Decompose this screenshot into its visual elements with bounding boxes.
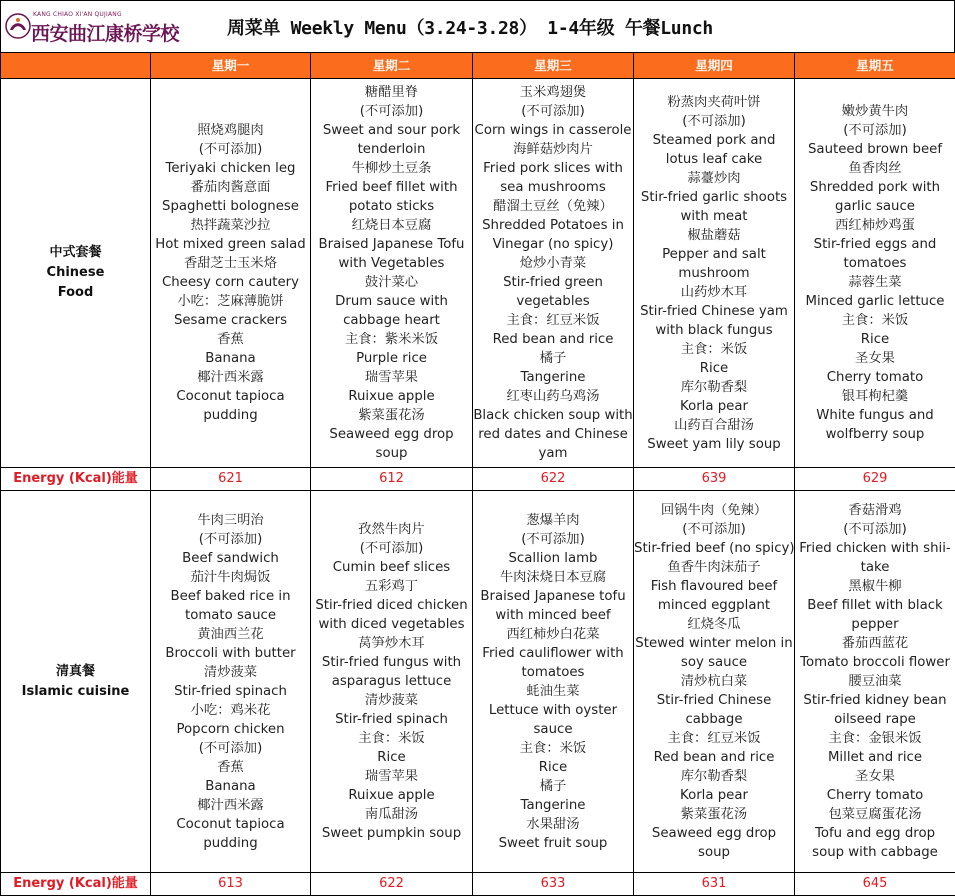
menu-row-chinese bbox=[1, 79, 955, 468]
menu-item-line: 红烧冬瓜 bbox=[687, 617, 741, 632]
menu-item-line: 西红柿炒白花菜 bbox=[506, 626, 600, 642]
menu-item-line: 主食：红豆米饭 bbox=[506, 313, 600, 328]
menu-item-line: Corn wings in casserole bbox=[474, 123, 632, 138]
menu-item-line: Fish flavoured beef bbox=[650, 579, 778, 594]
menu-item-line: Steamed pork and bbox=[652, 132, 776, 148]
menu-item-line: soup bbox=[375, 446, 408, 461]
menu-item-line: 牛肉三明治 bbox=[197, 512, 264, 528]
menu-item-line: Fried chicken with shii- bbox=[799, 541, 951, 556]
menu-item-line: Stewed winter melon in bbox=[635, 636, 793, 651]
menu-item-line: Ruixue apple bbox=[348, 389, 435, 404]
menu-item-line: Stir-fried fungus with bbox=[321, 655, 462, 670]
energy-value: 629 bbox=[795, 468, 955, 491]
menu-item-line: Millet and rice bbox=[827, 750, 923, 765]
energy-value: 612 bbox=[311, 468, 473, 491]
menu-header bbox=[0, 0, 955, 52]
menu-item-line: Cherry tomato bbox=[826, 788, 924, 803]
menu-item-line: (不可添加) bbox=[843, 522, 907, 537]
menu-item-line: Tofu and egg drop bbox=[814, 826, 936, 841]
menu-item-line: 炝炒小青菜 bbox=[519, 256, 587, 271]
menu-item-line: 热拌蔬菜沙拉 bbox=[190, 218, 271, 233]
menu-item-line: Popcorn chicken bbox=[176, 721, 285, 737]
energy-value: 631 bbox=[634, 873, 795, 896]
menu-item-line: 糖醋里脊 bbox=[364, 85, 419, 100]
menu-item-line: Fried beef fillet with bbox=[325, 180, 458, 195]
menu-item-line: potato sticks bbox=[348, 199, 435, 214]
menu-item-line: Stir-fried diced chicken bbox=[315, 598, 468, 613]
menu-item-line: Seaweed egg drop bbox=[329, 427, 454, 442]
menu-item-line: Shredded Potatoes in bbox=[482, 218, 624, 233]
menu-item-line: Rice bbox=[538, 759, 568, 775]
menu-item-line: Banana bbox=[205, 351, 256, 366]
energy-label: Energy (Kcal)能量 bbox=[1, 468, 151, 491]
menu-item-line: 小吃：鸡米花 bbox=[190, 702, 271, 718]
menu-item-line: sauce bbox=[533, 721, 573, 737]
menu-item-line: 主食：金银米饭 bbox=[828, 731, 922, 746]
menu-item-line: (不可添加) bbox=[843, 123, 907, 138]
menu-item-line: 西红柿炒鸡蛋 bbox=[835, 218, 915, 233]
energy-row bbox=[1, 873, 955, 896]
day-header-row bbox=[1, 53, 955, 79]
menu-item-line: garlic sauce bbox=[835, 199, 915, 214]
menu-item-line: 香甜芝士玉米烙 bbox=[183, 256, 278, 271]
menu-item-line: Sweet yam lily soup bbox=[647, 436, 781, 452]
menu-item-line: (不可添加) bbox=[198, 740, 263, 756]
menu-item-line: Red bean and rice bbox=[492, 332, 614, 347]
menu-item-line: 瑞雪苹果 bbox=[364, 370, 419, 385]
menu-item-line: 银耳枸杞羹 bbox=[841, 389, 909, 404]
menu-item-line: 嫩炒黄牛肉 bbox=[841, 104, 909, 119]
menu-item-line: with diced vegetables bbox=[318, 617, 465, 632]
menu-title: 周菜单 Weekly Menu（3.24-3.28） 1-4年级 午餐Lunch bbox=[227, 18, 713, 39]
menu-item-line: with minced beef bbox=[495, 607, 611, 623]
menu-item-line: 主食：紫米米饭 bbox=[344, 332, 439, 347]
menu-item-line: soup with cabbage bbox=[812, 845, 938, 860]
menu-item-line: tomatoes bbox=[843, 256, 907, 271]
menu-item-line: Coconut tapioca bbox=[176, 389, 285, 404]
menu-item-line: Stir-fried eggs and bbox=[813, 237, 937, 252]
energy-row bbox=[1, 468, 955, 491]
menu-item-line: 牛柳炒土豆条 bbox=[351, 161, 432, 176]
menu-item-line: vegetables bbox=[516, 294, 590, 309]
menu-item-line: oilseed rape bbox=[834, 712, 916, 727]
menu-item-line: 椰汁西米露 bbox=[197, 370, 264, 385]
menu-item-line: 椒盐蘑菇 bbox=[687, 227, 741, 243]
category-name-cn: 清真餐 bbox=[55, 663, 95, 679]
menu-item-line: 清炒菠菜 bbox=[364, 693, 419, 708]
menu-item-line: Fried cauliflower with bbox=[482, 645, 624, 661]
menu-item-line: 紫菜蛋花汤 bbox=[358, 408, 425, 423]
menu-item-line: 蚝油生菜 bbox=[526, 683, 580, 699]
menu-item-line: Black chicken soup with bbox=[473, 408, 633, 423]
menu-item-line: Seaweed egg drop bbox=[651, 826, 777, 841]
menu-item-line: 主食：米饭 bbox=[358, 731, 425, 746]
menu-item-line: Scallion lamb bbox=[508, 550, 598, 566]
energy-label: Energy (Kcal)能量 bbox=[1, 873, 151, 896]
school-name-en: KANG CHIAO XI'AN QUJIANG bbox=[33, 11, 122, 18]
category-name-en: Food bbox=[57, 285, 94, 300]
menu-item-line: 鱼香肉丝 bbox=[848, 161, 902, 176]
menu-item-line: Minced garlic lettuce bbox=[805, 294, 945, 309]
menu-item-line: 香蕉 bbox=[217, 759, 244, 775]
menu-item-line: Rice bbox=[860, 332, 890, 347]
menu-item-line: Coconut tapioca bbox=[176, 816, 285, 832]
menu-cell bbox=[311, 491, 473, 873]
menu-cell bbox=[151, 79, 311, 468]
energy-value: 622 bbox=[473, 468, 634, 491]
energy-value: 613 bbox=[151, 873, 311, 896]
menu-item-line: Sweet and sour pork bbox=[322, 123, 461, 138]
menu-item-line: 圣女果 bbox=[855, 769, 895, 784]
menu-item-line: Sauteed brown beef bbox=[807, 142, 943, 157]
menu-item-line: pudding bbox=[203, 408, 258, 423]
menu-item-line: Rice bbox=[377, 750, 406, 765]
menu-item-line: 红烧日本豆腐 bbox=[351, 218, 432, 233]
menu-item-line: 蒜蓉生菜 bbox=[848, 275, 902, 290]
menu-item-line: Stir-fried Chinese yam bbox=[640, 303, 788, 319]
menu-item-line: 水果甜汤 bbox=[526, 816, 580, 832]
menu-cell bbox=[634, 491, 795, 873]
header-corner bbox=[1, 53, 151, 79]
menu-item-line: tenderloin bbox=[357, 142, 426, 157]
menu-item-line: 清炒菠菜 bbox=[203, 664, 258, 680]
menu-item-line: (不可添加) bbox=[682, 113, 746, 129]
day-header: 星期二 bbox=[311, 53, 473, 79]
menu-item-line: 清炒杭白菜 bbox=[680, 674, 748, 689]
menu-item-line: Banana bbox=[205, 778, 256, 794]
menu-item-line: minced eggplant bbox=[657, 598, 771, 613]
menu-item-line: cabbage heart bbox=[343, 313, 440, 328]
menu-item-line: asparagus lettuce bbox=[331, 674, 452, 689]
menu-cell bbox=[311, 79, 473, 468]
menu-item-line: with black fungus bbox=[655, 322, 773, 338]
category-name-en: Islamic cuisine bbox=[21, 683, 130, 699]
menu-item-line: Lettuce with oyster bbox=[488, 702, 618, 718]
menu-item-line: 粉蒸肉夹荷叶饼 bbox=[667, 94, 761, 110]
menu-item-line: 小吃：芝麻薄脆饼 bbox=[177, 294, 284, 309]
menu-item-line: Stir-fried beef (no spicy) bbox=[634, 541, 795, 556]
menu-item-line: 黄油西兰花 bbox=[197, 626, 264, 642]
menu-item-line: 山药炒木耳 bbox=[680, 284, 748, 300]
menu-cell bbox=[473, 491, 634, 873]
menu-item-line: Vinegar (no spicy) bbox=[492, 237, 614, 252]
menu-item-line: Beef fillet with black bbox=[807, 598, 943, 613]
menu-cell bbox=[634, 79, 795, 468]
energy-value: 621 bbox=[151, 468, 311, 491]
category-name-cn: 中式套餐 bbox=[49, 245, 102, 260]
menu-item-line: Broccoli with butter bbox=[165, 645, 296, 661]
menu-item-line: (不可添加) bbox=[521, 531, 585, 547]
menu-item-line: Sweet pumpkin soup bbox=[321, 826, 462, 841]
energy-value: 633 bbox=[473, 873, 634, 896]
menu-item-line: 南瓜甜汤 bbox=[364, 807, 419, 822]
menu-item-line: 山药百合甜汤 bbox=[674, 417, 754, 433]
menu-item-line: 瑞雪苹果 bbox=[364, 769, 419, 784]
menu-item-line: Cherry tomato bbox=[826, 370, 924, 385]
menu-item-line: Cheesy corn cautery bbox=[161, 275, 300, 290]
menu-item-line: 番茄肉酱意面 bbox=[190, 180, 271, 195]
menu-item-line: (不可添加) bbox=[198, 142, 263, 157]
menu-item-line: Cumin beef slices bbox=[332, 560, 451, 575]
menu-item-line: cabbage bbox=[685, 712, 743, 727]
menu-item-line: Korla pear bbox=[680, 788, 748, 803]
menu-item-line: Stir-fried spinach bbox=[335, 712, 448, 727]
menu-item-line: Purple rice bbox=[356, 351, 427, 366]
menu-item-line: with meat bbox=[680, 208, 748, 224]
menu-item-line: 库尔勒香梨 bbox=[680, 769, 748, 784]
menu-item-line: (不可添加) bbox=[521, 104, 585, 119]
menu-item-line: tomatoes bbox=[521, 664, 585, 680]
menu-cell bbox=[473, 79, 634, 468]
menu-item-line: Sweet fruit soup bbox=[498, 835, 608, 851]
menu-item-line: take bbox=[860, 560, 890, 575]
menu-item-line: Teriyaki chicken leg bbox=[165, 161, 296, 176]
menu-item-line: Stir-fried Chinese bbox=[656, 693, 772, 708]
menu-item-line: 主食：米饭 bbox=[519, 740, 587, 756]
menu-item-line: 蒜薹炒肉 bbox=[687, 170, 741, 186]
menu-item-line: 库尔勒香梨 bbox=[680, 379, 748, 395]
menu-item-line: White fungus and bbox=[816, 408, 934, 423]
menu-item-line: wolfberry soup bbox=[825, 427, 925, 442]
menu-item-line: 鱼香牛肉沫茄子 bbox=[667, 560, 761, 575]
menu-item-line: 香蕉 bbox=[217, 332, 244, 347]
menu-item-line: Beef baked rice in bbox=[170, 588, 291, 604]
menu-item-line: (不可添加) bbox=[359, 104, 424, 119]
menu-item-line: 照烧鸡腿肉 bbox=[197, 123, 264, 138]
menu-item-line: (不可添加) bbox=[198, 531, 263, 547]
menu-item-line: 醋溜土豆丝（免辣） bbox=[493, 199, 613, 214]
menu-item-line: Fried pork slices with bbox=[483, 161, 623, 176]
menu-item-line: red dates and Chinese bbox=[478, 427, 628, 442]
day-header: 星期一 bbox=[151, 53, 311, 79]
menu-item-line: 包菜豆腐蛋花汤 bbox=[828, 807, 922, 822]
menu-item-line: Stir-fried garlic shoots bbox=[640, 189, 788, 205]
day-header: 星期三 bbox=[473, 53, 634, 79]
menu-item-line: 玉米鸡翅煲 bbox=[519, 85, 587, 100]
menu-item-line: (不可添加) bbox=[682, 522, 746, 537]
menu-item-line: Tangerine bbox=[520, 797, 586, 813]
menu-item-line: Beef sandwich bbox=[182, 550, 279, 566]
menu-item-line: pepper bbox=[851, 617, 899, 632]
menu-item-line: 红枣山药乌鸡汤 bbox=[506, 389, 600, 404]
menu-item-line: Stir-fried spinach bbox=[174, 683, 287, 699]
energy-value: 639 bbox=[634, 468, 795, 491]
menu-item-line: 牛肉沫烧日本豆腐 bbox=[499, 569, 607, 585]
menu-item-line: 主食：米饭 bbox=[841, 313, 909, 328]
menu-item-line: Korla pear bbox=[680, 398, 748, 414]
menu-item-line: 五彩鸡丁 bbox=[364, 579, 419, 594]
school-name: 西安曲江康桥学校 bbox=[31, 23, 180, 45]
menu-item-line: lotus leaf cake bbox=[665, 151, 763, 167]
day-header: 星期五 bbox=[795, 53, 955, 79]
menu-table bbox=[0, 52, 955, 896]
school-logo bbox=[5, 7, 195, 47]
menu-item-line: 鼓汁菜心 bbox=[364, 275, 419, 290]
menu-item-line: Pepper and salt bbox=[662, 246, 766, 262]
school-emblem-icon bbox=[5, 13, 31, 39]
menu-item-line: Tangerine bbox=[520, 370, 586, 385]
menu-item-line: 橘子 bbox=[539, 351, 567, 366]
menu-item-line: Shredded pork with bbox=[809, 180, 941, 195]
menu-item-line: yam bbox=[538, 446, 568, 461]
menu-item-line: 黑椒牛柳 bbox=[848, 579, 902, 594]
category-label bbox=[1, 79, 151, 468]
menu-item-line: soy sauce bbox=[680, 655, 748, 670]
menu-item-line: 香菇滑鸡 bbox=[848, 503, 902, 518]
menu-item-line: soup bbox=[698, 845, 730, 860]
menu-item-line: Stir-fried green bbox=[503, 275, 603, 290]
menu-item-line: Braised Japanese tofu bbox=[480, 588, 626, 604]
menu-item-line: Ruixue apple bbox=[348, 788, 435, 803]
menu-item-line: 腰豆油菜 bbox=[848, 674, 902, 689]
menu-item-line: 圣女果 bbox=[855, 351, 895, 366]
menu-item-line: tomato sauce bbox=[184, 607, 277, 623]
menu-item-line: 番茄西蓝花 bbox=[841, 636, 909, 651]
menu-item-line: 茄汁牛肉焗饭 bbox=[190, 569, 271, 585]
category-label bbox=[1, 491, 151, 873]
menu-item-line: Rice bbox=[699, 360, 729, 376]
menu-item-line: pudding bbox=[203, 835, 258, 851]
menu-row-islamic bbox=[1, 491, 955, 873]
menu-cell bbox=[795, 79, 955, 468]
day-header: 星期四 bbox=[634, 53, 795, 79]
category-name-en: Chinese bbox=[46, 265, 105, 280]
menu-item-line: with Vegetables bbox=[338, 256, 445, 271]
menu-item-line: 椰汁西米露 bbox=[197, 797, 264, 813]
energy-value: 622 bbox=[311, 873, 473, 896]
menu-item-line: Braised Japanese Tofu bbox=[318, 237, 465, 252]
menu-item-line: Drum sauce with bbox=[335, 294, 448, 309]
menu-item-line: Red bean and rice bbox=[653, 750, 775, 765]
menu-cell bbox=[795, 491, 955, 873]
menu-cell bbox=[151, 491, 311, 873]
menu-item-line: 回锅牛肉（免辣） bbox=[660, 503, 768, 518]
menu-item-line: Hot mixed green salad bbox=[155, 237, 306, 252]
menu-item-line: Sesame crackers bbox=[173, 313, 288, 328]
menu-item-line: 海鲜菇炒肉片 bbox=[513, 142, 593, 157]
menu-item-line: sea mushrooms bbox=[500, 180, 606, 195]
menu-item-line: Tomato broccoli flower bbox=[800, 655, 950, 670]
menu-item-line: 莴笋炒木耳 bbox=[358, 636, 425, 651]
menu-item-line: Spaghetti bolognese bbox=[162, 199, 299, 214]
menu-item-line: mushroom bbox=[678, 265, 750, 281]
menu-item-line: (不可添加) bbox=[359, 541, 424, 556]
menu-item-line: 孜然牛肉片 bbox=[358, 522, 425, 537]
menu-item-line: 葱爆羊肉 bbox=[526, 512, 580, 528]
menu-item-line: 紫菜蛋花汤 bbox=[680, 807, 748, 822]
menu-item-line: 橘子 bbox=[539, 778, 567, 794]
energy-value: 645 bbox=[795, 873, 955, 896]
menu-item-line: 主食：红豆米饭 bbox=[667, 731, 761, 746]
menu-item-line: Stir-fried kidney bean bbox=[803, 693, 947, 708]
menu-item-line: 主食：米饭 bbox=[680, 341, 748, 357]
